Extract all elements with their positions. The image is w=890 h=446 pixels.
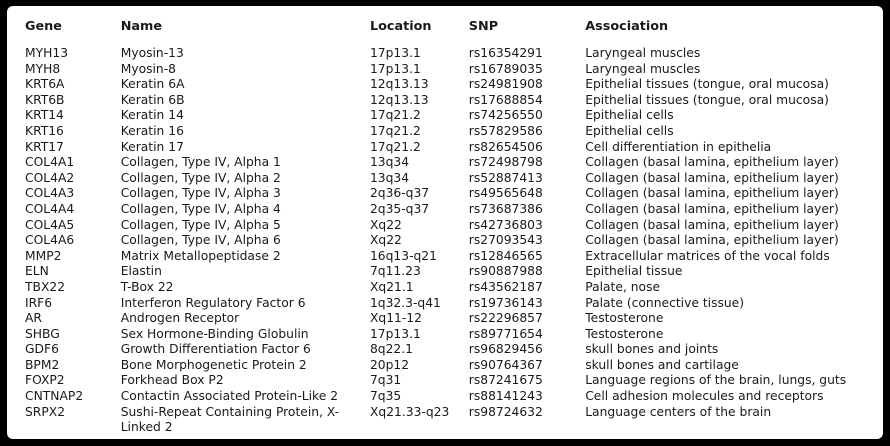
table-row <box>25 93 883 109</box>
table-row <box>25 311 883 327</box>
cell-association: Epithelial tissue <box>585 264 683 279</box>
cell-gene: SRPX2 <box>25 404 66 419</box>
table-row <box>25 171 883 187</box>
cell-association: Collagen (basal lamina, epithelium layer) <box>585 170 839 185</box>
cell-gene: MYH8 <box>25 61 61 76</box>
cell-association: Testosterone <box>585 326 664 341</box>
cell-association: skull bones and cartilage <box>585 357 739 372</box>
cell-snp: rs22296857 <box>468 311 543 326</box>
cell-association: Collagen (basal lamina, epithelium layer) <box>585 233 839 248</box>
cell-snp: rs74256550 <box>468 108 543 123</box>
cell-association: skull bones and joints <box>585 342 719 357</box>
cell-snp: rs98724632 <box>468 404 543 419</box>
cell-association: Epithelial cells <box>585 108 674 123</box>
table-body <box>25 46 883 436</box>
cell-association: Collagen (basal lamina, epithelium layer) <box>585 201 839 216</box>
cell-snp: rs12846565 <box>468 248 543 263</box>
table-row <box>25 155 883 171</box>
cell-association: Cell adhesion molecules and receptors <box>585 389 824 404</box>
cell-name: Myosin-13 <box>120 46 184 60</box>
cell-location: 16q13-q21 <box>369 248 437 263</box>
header-row <box>25 17 883 37</box>
cell-location: Xq11-12 <box>369 311 422 326</box>
table-panel <box>7 6 883 439</box>
table-row <box>25 342 883 358</box>
cell-location: 17q21.2 <box>369 139 421 154</box>
cell-snp: rs43562187 <box>468 279 543 294</box>
table-row <box>25 218 883 234</box>
cell-association: Language regions of the brain, lungs, guts <box>585 373 847 388</box>
table-row <box>25 108 883 124</box>
cell-gene: KRT6B <box>25 92 65 107</box>
cell-association: Extracellular matrices of the vocal folds <box>585 248 830 263</box>
cell-association: Laryngeal muscles <box>585 46 701 60</box>
cell-gene: ELN <box>25 264 49 279</box>
table-row <box>25 140 883 156</box>
cell-association: Testosterone <box>585 311 664 326</box>
cell-name: Keratin 16 <box>120 123 184 138</box>
cell-location: 13q34 <box>369 170 410 185</box>
cell-association: Palate, nose <box>585 279 661 294</box>
cell-gene: MMP2 <box>25 248 62 263</box>
cell-name: Keratin 6A <box>120 77 185 92</box>
cell-location: 13q34 <box>369 155 410 170</box>
cell-gene: MYH13 <box>25 46 69 60</box>
cell-association: Palate (connective tissue) <box>585 295 745 310</box>
header-gene: Gene <box>25 19 62 34</box>
cell-gene: BPM2 <box>25 357 60 372</box>
cell-location: 12q13.13 <box>369 92 429 107</box>
cell-name: Sex Hormone-Binding Globulin <box>120 326 309 341</box>
cell-gene: AR <box>25 311 42 326</box>
cell-snp: rs27093543 <box>468 233 543 248</box>
cell-gene: KRT17 <box>25 139 64 154</box>
table-row <box>25 249 883 265</box>
table-row <box>25 186 883 202</box>
table-row <box>25 373 883 389</box>
cell-snp: rs24981908 <box>468 77 543 92</box>
cell-name: Myosin-8 <box>120 61 176 76</box>
cell-snp: rs17688854 <box>468 92 543 107</box>
table-row <box>25 405 883 436</box>
cell-name: Keratin 14 <box>120 108 184 123</box>
cell-association: Epithelial cells <box>585 123 674 138</box>
cell-location: Xq22 <box>369 233 402 248</box>
table-row <box>25 46 883 62</box>
table-row <box>25 327 883 343</box>
cell-location: 2q36-q37 <box>369 186 430 201</box>
cell-name: Androgen Receptor <box>120 311 240 326</box>
cell-snp: rs82654506 <box>468 139 543 154</box>
cell-location: Xq21.33-q23 <box>369 404 450 419</box>
cell-association: Language centers of the brain <box>585 404 772 419</box>
cell-gene: COL4A1 <box>25 155 75 170</box>
gene-table <box>25 17 883 436</box>
header-association: Association <box>585 19 669 34</box>
cell-gene: KRT14 <box>25 108 64 123</box>
cell-snp: rs72498798 <box>468 155 543 170</box>
cell-location: 17p13.1 <box>369 46 421 60</box>
cell-snp: rs88141243 <box>468 389 543 404</box>
header-location: Location <box>369 19 432 34</box>
cell-snp: rs89771654 <box>468 326 543 341</box>
table-row <box>25 124 883 140</box>
cell-location: 17p13.1 <box>369 61 421 76</box>
cell-snp: rs96829456 <box>468 342 543 357</box>
cell-name: Bone Morphogenetic Protein 2 <box>120 357 307 372</box>
cell-snp: rs52887413 <box>468 170 543 185</box>
cell-snp: rs73687386 <box>468 201 543 216</box>
cell-association: Epithelial tissues (tongue, oral mucosa) <box>585 77 829 92</box>
header-name: Name <box>120 19 163 34</box>
cell-association: Collagen (basal lamina, epithelium layer) <box>585 186 839 201</box>
cell-name: Collagen, Type IV, Alpha 4 <box>120 201 281 216</box>
cell-name: T-Box 22 <box>120 279 174 294</box>
cell-location: 8q22.1 <box>369 342 413 357</box>
table-row <box>25 296 883 312</box>
cell-name: Interferon Regulatory Factor 6 <box>120 295 306 310</box>
table-row <box>25 280 883 296</box>
cell-association: Collagen (basal lamina, epithelium layer) <box>585 217 839 232</box>
cell-gene: SHBG <box>25 326 60 341</box>
cell-gene: KRT16 <box>25 123 64 138</box>
cell-name: Collagen, Type IV, Alpha 3 <box>120 186 281 201</box>
cell-gene: CNTNAP2 <box>25 389 84 404</box>
cell-snp: rs49565648 <box>468 186 543 201</box>
cell-snp: rs57829586 <box>468 123 543 138</box>
cell-name: Matrix Metallopeptidase 2 <box>120 248 281 263</box>
table-row <box>25 233 883 249</box>
cell-name: Contactin Associated Protein-Like 2 <box>120 389 339 404</box>
cell-name: Collagen, Type IV, Alpha 1 <box>120 155 281 170</box>
cell-name: Elastin <box>120 264 162 279</box>
cell-association: Epithelial tissues (tongue, oral mucosa) <box>585 92 829 107</box>
table-row <box>25 264 883 280</box>
cell-association: Collagen (basal lamina, epithelium layer) <box>585 155 839 170</box>
table-row <box>25 77 883 93</box>
cell-name: Collagen, Type IV, Alpha 5 <box>120 217 281 232</box>
cell-snp: rs19736143 <box>468 295 543 310</box>
cell-gene: GDF6 <box>25 342 59 357</box>
cell-location: Xq22 <box>369 217 402 232</box>
cell-location: Xq21.1 <box>369 279 414 294</box>
cell-snp: rs16789035 <box>468 61 543 76</box>
cell-gene: COL4A4 <box>25 201 75 216</box>
cell-gene: COL4A2 <box>25 170 75 185</box>
cell-name: Sushi-Repeat Containing Protein, X-Linked 2 <box>120 404 340 435</box>
cell-location: 7q31 <box>369 373 402 388</box>
cell-gene: COL4A3 <box>25 186 75 201</box>
cell-gene: COL4A6 <box>25 233 75 248</box>
cell-gene: KRT6A <box>25 77 65 92</box>
cell-snp: rs90887988 <box>468 264 543 279</box>
cell-location: 17p13.1 <box>369 326 421 341</box>
table-row <box>25 62 883 78</box>
cell-name: Growth Differentiation Factor 6 <box>120 342 311 357</box>
cell-location: 12q13.13 <box>369 77 429 92</box>
cell-snp: rs90764367 <box>468 357 543 372</box>
cell-gene: IRF6 <box>25 295 53 310</box>
header-snp: SNP <box>468 19 499 34</box>
cell-location: 2q35-q37 <box>369 201 430 216</box>
header-spacer <box>25 37 883 46</box>
cell-location: 1q32.3-q41 <box>369 295 441 310</box>
cell-name: Forkhead Box P2 <box>120 373 224 388</box>
cell-snp: rs87241675 <box>468 373 543 388</box>
cell-gene: COL4A5 <box>25 217 75 232</box>
cell-location: 7q35 <box>369 389 402 404</box>
cell-name: Collagen, Type IV, Alpha 2 <box>120 170 281 185</box>
cell-location: 17q21.2 <box>369 123 421 138</box>
cell-location: 20p12 <box>369 357 410 372</box>
cell-association: Laryngeal muscles <box>585 61 701 76</box>
cell-snp: rs16354291 <box>468 46 543 60</box>
cell-gene: FOXP2 <box>25 373 65 388</box>
cell-location: 7q11.23 <box>369 264 421 279</box>
table-row <box>25 389 883 405</box>
table-row <box>25 358 883 374</box>
cell-name: Keratin 17 <box>120 139 184 154</box>
cell-gene: TBX22 <box>25 279 66 294</box>
cell-name: Keratin 6B <box>120 92 185 107</box>
cell-name: Collagen, Type IV, Alpha 6 <box>120 233 281 248</box>
cell-location: 17q21.2 <box>369 108 421 123</box>
table-row <box>25 202 883 218</box>
cell-association: Cell differentiation in epithelia <box>585 139 772 154</box>
cell-snp: rs42736803 <box>468 217 543 232</box>
